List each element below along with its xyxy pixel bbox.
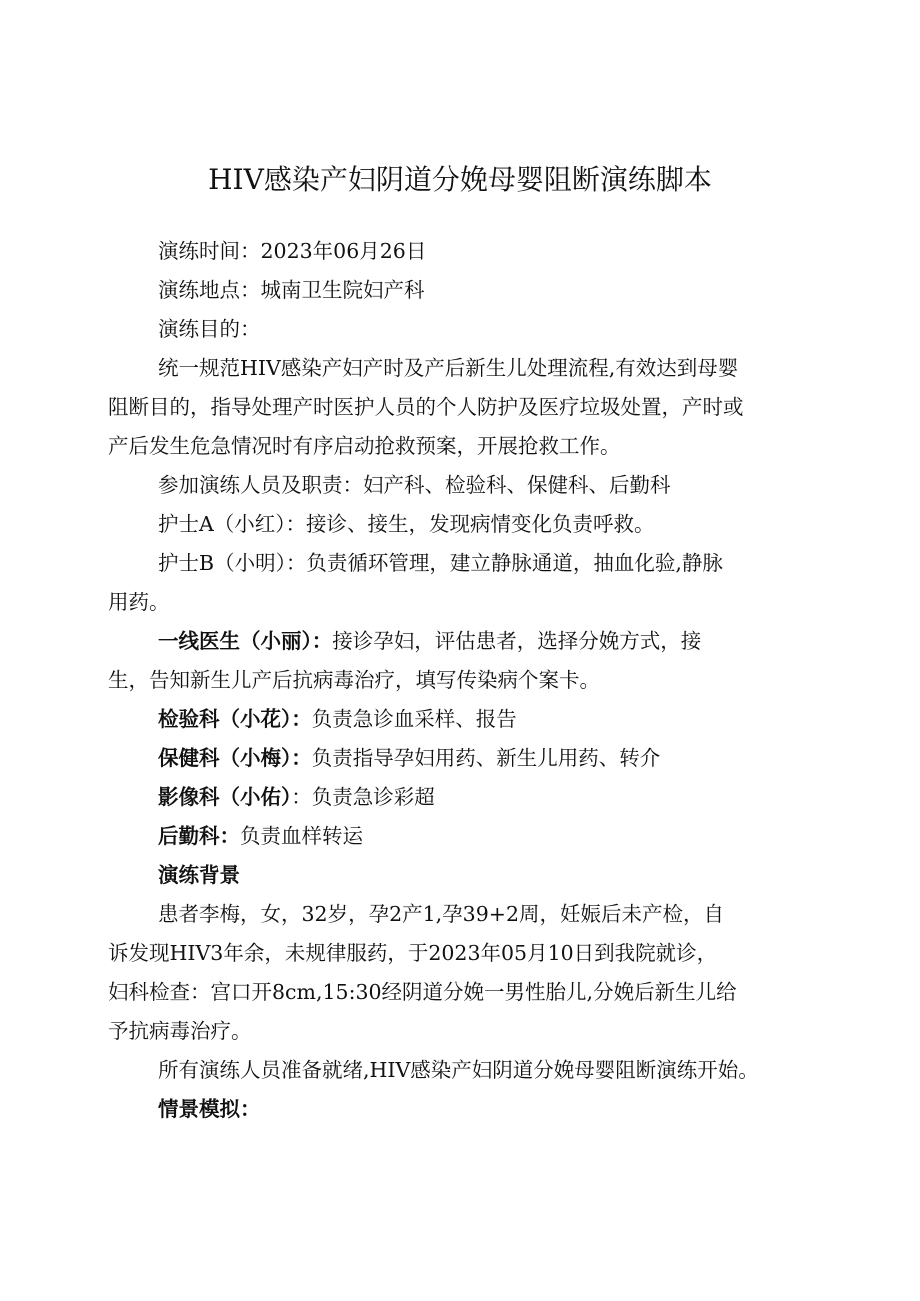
background-line-3: 妇科检查：宫口开8cm,15:30经阴道分娩一男性胎儿,分娩后新生儿给 <box>108 980 737 1004</box>
background-line-1: 患者李梅，女，32岁，孕2产1,孕39+2周，妊娠后未产检，自 <box>158 902 724 926</box>
health-label: 保健科（小梅）： <box>158 746 312 770</box>
purpose-line-3: 产后发生危急情况时有序启动抢救预案，开展抢救工作。 <box>108 434 621 458</box>
logistics-label: 后勤科： <box>158 824 240 848</box>
doctor-text-1: 接诊孕妇，评估患者，选择分娩方式，接 <box>332 629 702 653</box>
health-text: 负责指导孕妇用药、新生儿用药、转介 <box>311 746 661 770</box>
doctor-label: 一线医生（小丽）： <box>158 629 333 653</box>
purpose-line-1: 统一规范HIV感染产妇产时及产后新生儿处理流程,有效达到母婴 <box>158 356 739 380</box>
nurse-a-line: 护士A（小红）：接诊、接生，发现病情变化负责呼救。 <box>158 512 655 536</box>
background-line-2: 诉发现HIV3年余，未规律服药，于2023年05月10日到我院就诊， <box>108 941 718 965</box>
lab-line <box>108 700 828 739</box>
purpose-line-2: 阻断目的，指导处理产时医护人员的个人防护及医疗垃圾处置，产时或 <box>108 395 744 419</box>
participants-line: 参加演练人员及职责：妇产科、检验科、保健科、后勤科 <box>158 473 671 497</box>
ready-line: 所有演练人员准备就绪,HIV感染产妇阴道分娩母婴阻断演练开始。 <box>158 1058 759 1082</box>
logistics-line <box>108 817 828 856</box>
drill-place: 演练地点：城南卫生院妇产科 <box>158 278 425 302</box>
logistics-text: 负责血样转运 <box>240 824 363 848</box>
lab-text: 负责急诊血采样、报告 <box>311 707 517 731</box>
imaging-text: ：负责急诊彩超 <box>291 785 435 809</box>
drill-purpose-label: 演练目的： <box>158 317 261 341</box>
nurse-b-line-2: 用药。 <box>108 590 170 614</box>
background-heading: 演练背景 <box>158 863 240 887</box>
background-line-4: 予抗病毒治疗。 <box>108 1019 252 1043</box>
document-body <box>108 232 828 1129</box>
imaging-line <box>108 778 828 817</box>
drill-time: 演练时间：2023年06月26日 <box>158 239 427 263</box>
imaging-label: 影像科（小佑） <box>158 785 292 809</box>
health-line <box>108 739 828 778</box>
doctor-line-1 <box>108 622 828 661</box>
scenario-heading: 情景模拟： <box>158 1097 261 1121</box>
lab-label: 检验科（小花）： <box>158 707 312 731</box>
nurse-b-line-1: 护士B（小明）：负责循环管理，建立静脉通道，抽血化验,静脉 <box>158 551 723 575</box>
doctor-line-2: 生，告知新生儿产后抗病毒治疗，填写传染病个案卡。 <box>108 668 600 692</box>
document-title: HIV感染产妇阴道分娩母婴阻断演练脚本 <box>208 163 712 196</box>
